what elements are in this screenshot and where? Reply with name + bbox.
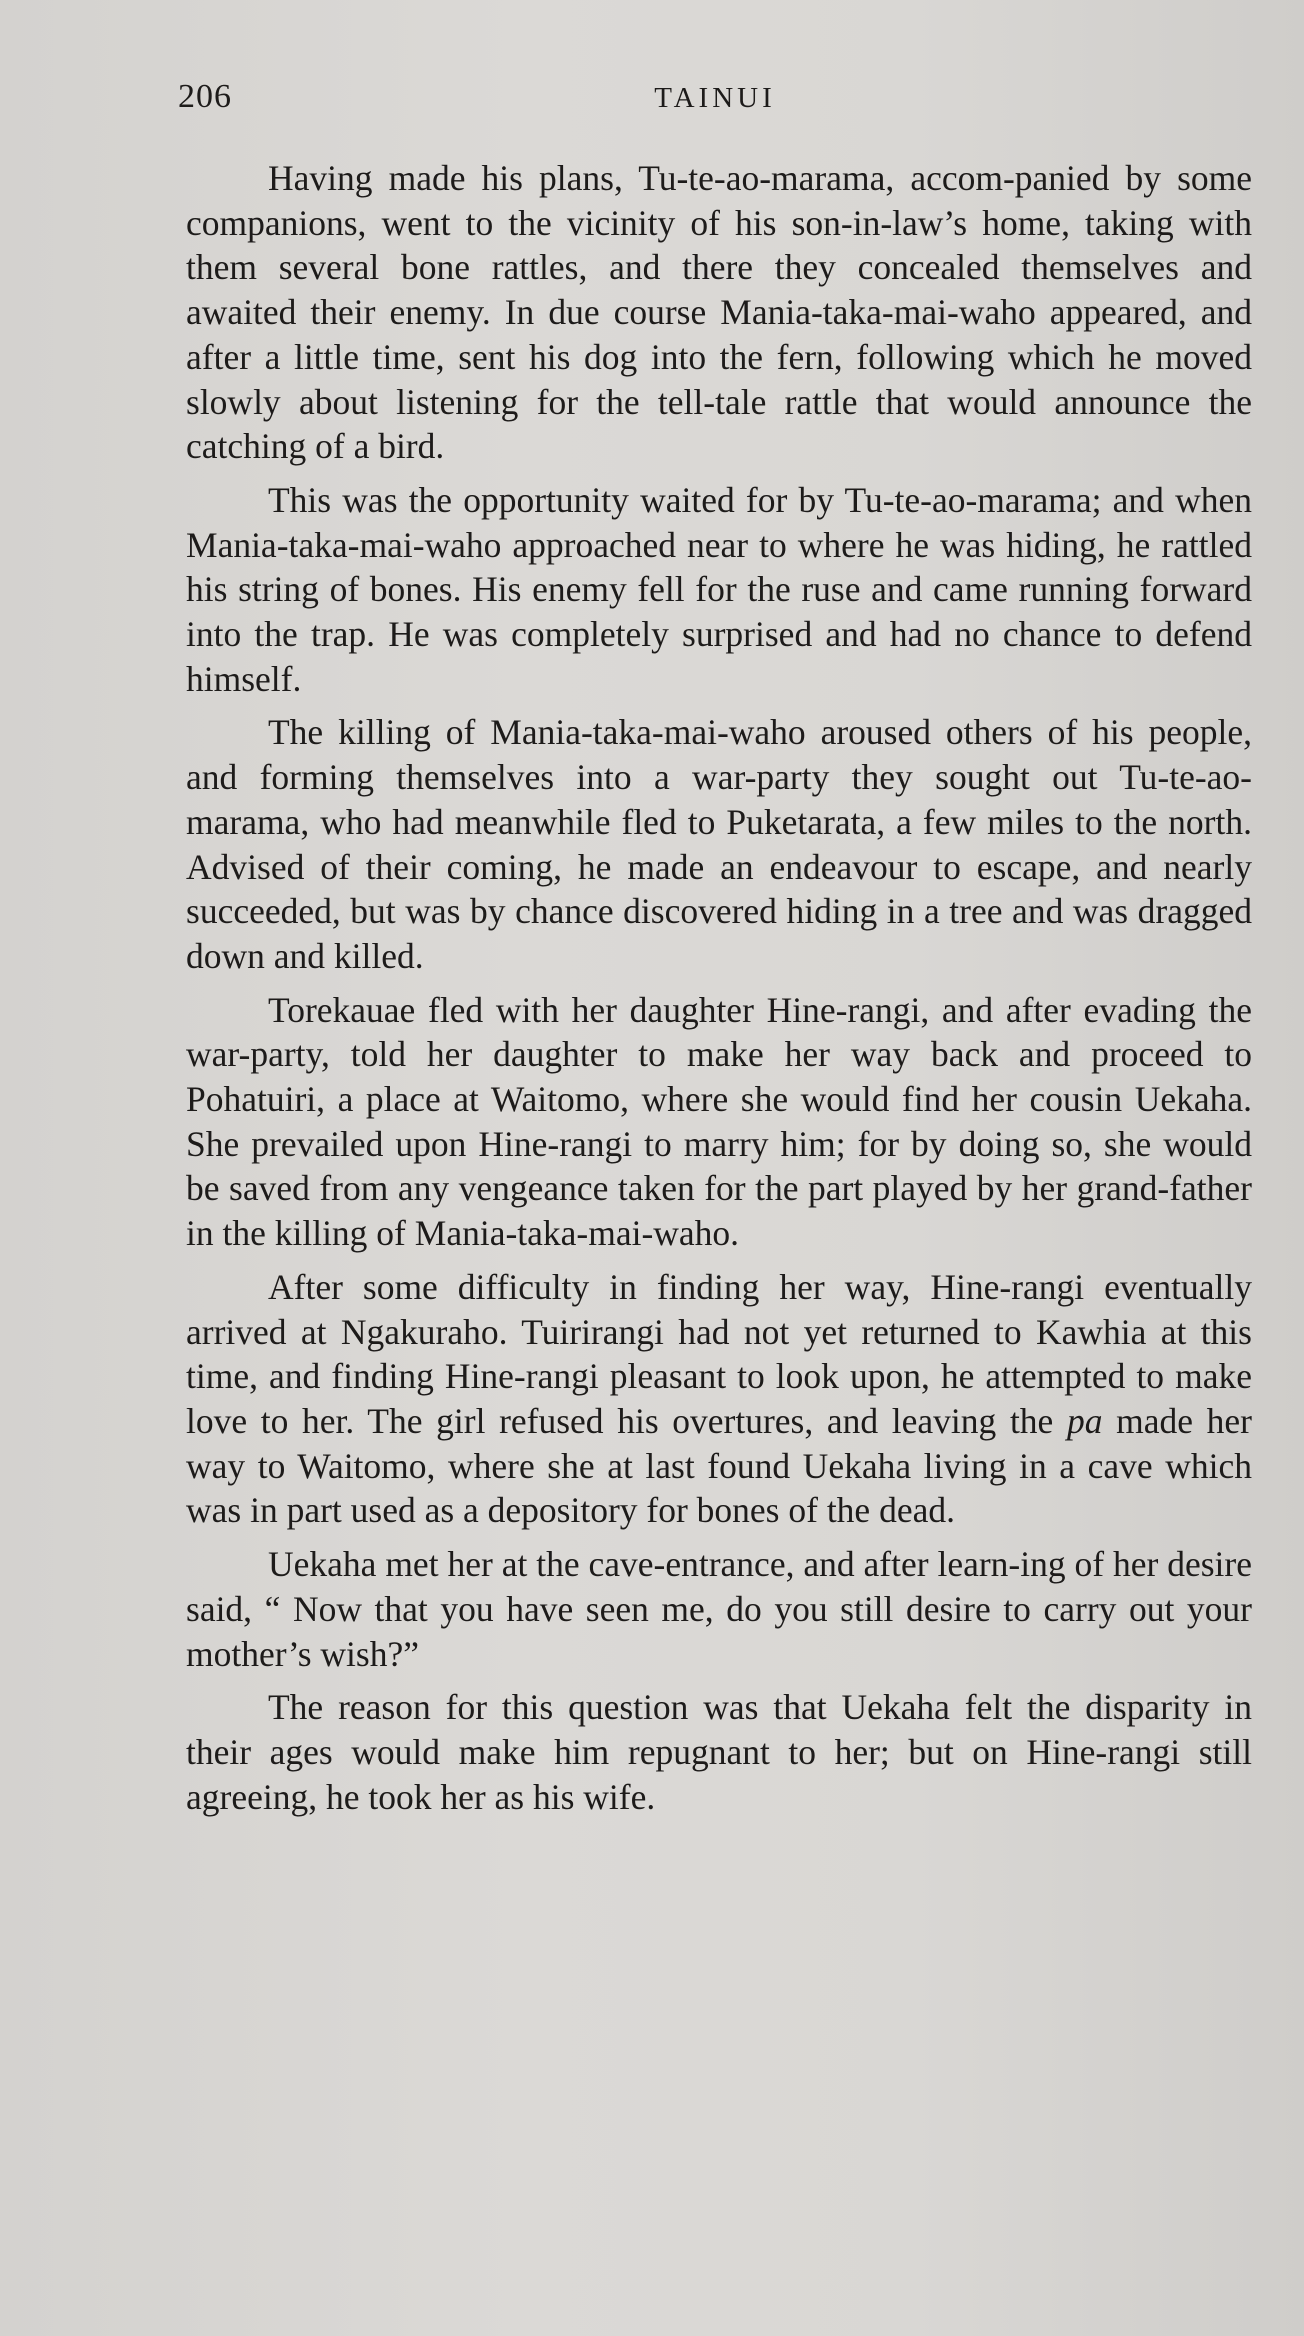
paragraph-5-text-before: After some difficulty in finding her way, Hine-rangi eventually arrived at Ngakuraho. Tuirirangi had not yet returned to Kawhia at this time, and finding Hine-rangi pleasant to look upon, he attempted to make love to her. The girl refused his overtures, and leaving the bbox=[186, 1266, 1252, 1441]
page-number: 206 bbox=[178, 78, 232, 115]
paragraph-6: Uekaha met her at the cave-entrance, and after learn-ing of her desire said, “ Now that you have seen me, do you still desire to carry out your mother’s wish?” bbox=[186, 1544, 1252, 1674]
paragraph-5-text-after: made her way to Waitomo, where she at last found Uekaha living in a cave which was in part used as a depository for bones of the dead. bbox=[186, 1400, 1252, 1531]
paragraph-4: Torekauae fled with her daughter Hine-rangi, and after evading the war-party, told her daughter to make her way back and proceed to Pohatuiri, a place at Waitomo, where she would find her cousin Uekaha. She prevailed upon Hine-rangi to marry him; for by doing so, she would be saved from any vengeance taken for the part played by her grand-father in the killing of Mania-taka-mai-waho. bbox=[186, 989, 1252, 1254]
page-header bbox=[178, 78, 1252, 128]
paragraph-3: The killing of Mania-taka-mai-waho aroused others of his people, and forming themselves into a war-party they sought out Tu-te-ao-marama, who had meanwhile fled to Puketarata, a few miles to the north. Advised of their coming, he made an endeavour to escape, and nearly succeeded, but was by chance discovered hiding in a tree and was dragged down and killed. bbox=[186, 712, 1252, 976]
paragraph-1: Having made his plans, Tu-te-ao-marama, accom-panied by some companions, went to the vicinity of his son-in-law’s home, taking with them several bone rattles, and there they concealed themselves and awaited their enemy. In due course Mania-taka-mai-waho appeared, and after a little time, sent his dog into the fern, following which he moved slowly about listening for the tell-tale rattle that would announce the catching of a bird. bbox=[186, 158, 1252, 467]
running-head: TAINUI bbox=[654, 82, 776, 114]
paragraph-2: This was the opportunity waited for by Tu-te-ao-marama; and when Mania-taka-mai-waho approached near to where he was hiding, he rattled his string of bones. His enemy fell for the ruse and came running forward into the trap. He was completely surprised and had no chance to defend himself. bbox=[186, 479, 1252, 699]
paragraph-5-italic-word: pa bbox=[1066, 1400, 1103, 1441]
body-text bbox=[186, 156, 1252, 1828]
paragraph-5 bbox=[186, 1265, 1252, 1533]
paragraph-7: The reason for this question was that Uekaha felt the disparity in their ages would make him repugnant to her; but on Hine-rangi still agreeing, he took her as his wife. bbox=[186, 1687, 1252, 1817]
